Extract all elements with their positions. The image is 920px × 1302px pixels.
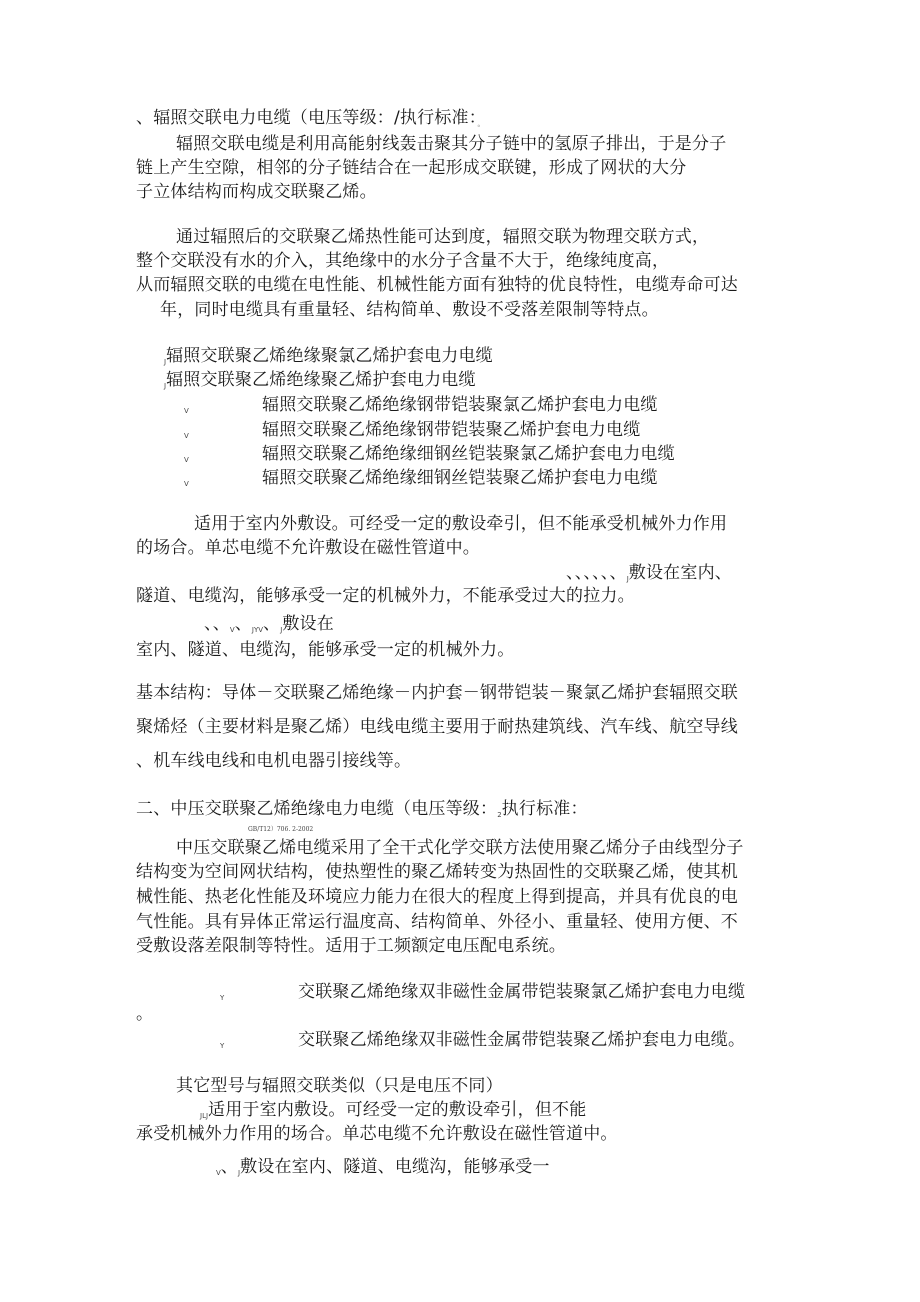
others-note: 其它型号与辐照交联类似（只是电压不同） xyxy=(176,1076,503,1096)
properties-line-2: 整个交联没有水的介入，其绝缘中的水分子含量不大于，绝缘纯度高， xyxy=(136,251,670,271)
structure-line-3: 、机车线电线和电机电器引接线等。 xyxy=(136,751,412,771)
usage-3-mark-1: V xyxy=(229,626,235,634)
section-2-intro-line-5: 受敷设落差限制等特性。适用于工频额定电压配电系统。 xyxy=(136,936,566,956)
model-item-6 xyxy=(184,466,189,496)
properties-line-3: 从而辐照交联的电缆在电性能、机械性能方面有独特的优良特性，电缆寿命可达 xyxy=(136,275,738,295)
section-1-intro-line-3: 子立体结构而构成交联聚乙烯。 xyxy=(136,182,377,202)
section-2-title xyxy=(136,797,588,827)
usage-3-sep: 、 xyxy=(234,614,252,634)
section-2-intro-line-2: 结构变为空间网状结构，使热塑性的聚乙烯转变为热固性的交联聚乙烯，使其机 xyxy=(136,862,738,882)
model-mark: V xyxy=(184,432,189,440)
usage-2-mark: J xyxy=(626,575,629,583)
usage-2-sep: 、 xyxy=(220,1157,238,1177)
usage-2-tail: 敷设在室内、 xyxy=(628,563,732,583)
section-1-intro-line-1: 辐照交联电缆是利用高能射线轰击聚其分子链中的氢原子排出，于是分子 xyxy=(176,134,727,154)
model-item-6-text: 辐照交联聚乙烯绝缘细钢丝铠装聚乙烯护套电力电缆 xyxy=(262,468,658,488)
usage-line-2: 的场合。单芯电缆不允许敷设在磁性管道中。 xyxy=(136,538,480,558)
model-mark: V xyxy=(184,480,189,488)
s2-model-item-1-cont: 。 xyxy=(136,1004,154,1024)
model-item-5-text: 辐照交联聚乙烯绝缘细钢丝铠装聚氯乙烯护套电力电缆 xyxy=(262,444,675,464)
usage-mark: JLJ xyxy=(200,1112,209,1120)
structure-line-1: 基本结构：导体－交联聚乙烯绝缘－内护套－钢带铠装－聚氯乙烯护套辐照交联 xyxy=(136,683,738,703)
section-2-title-mark: 2 xyxy=(497,811,502,819)
model-text: 辐照交联聚乙烯绝缘聚氯乙烯护套电力电缆 xyxy=(166,346,493,366)
section-2-title-prefix: 二、中压交联聚乙烯绝缘电力电缆（电压等级： xyxy=(136,799,498,819)
usage-text: 适用于室内敷设。可经受一定的敷设牵引，但不能 xyxy=(208,1100,587,1120)
section-1-title-text: 、辐照交联电力电缆（电压等级：/执行标准： xyxy=(136,108,478,128)
section-2-intro-line-3: 械性能、热老化性能及环境应力能力在很大的程度上得到提高，并具有优良的电 xyxy=(136,887,738,907)
model-mark: V xyxy=(184,407,189,415)
standard-note: GB/T12）706. 2-2002 xyxy=(248,826,314,833)
model-mark: J xyxy=(164,358,167,366)
usage-3-line-2: 室内、隧道、电缆沟，能够承受一定的机械外力。 xyxy=(136,640,515,660)
s2-usage-2-line-1 xyxy=(216,1155,550,1185)
model-mark: J xyxy=(164,382,167,390)
section-2-intro-line-4: 气性能。具有异体正常运行温度高、结构简单、外径小、重量轻、使用方便、不 xyxy=(136,912,738,932)
usage-2-mark-1: V xyxy=(216,1169,221,1177)
s2-model-item-2-text: 交联聚乙烯绝缘双非磁性金属带铠装聚乙烯护套电力电缆。 xyxy=(298,1030,746,1050)
usage-3-sep-2: 、 xyxy=(263,614,281,634)
usage-2-prefix: 、、、、、、 xyxy=(566,563,627,583)
usage-3-mark-2: JYV xyxy=(251,626,264,634)
properties-line-4: 年，同时电缆具有重量轻、结构简单、敷设不受落差限制等特点。 xyxy=(160,300,659,320)
usage-2-text: 敷设在室内、隧道、电缆沟，能够承受一 xyxy=(240,1157,550,1177)
section-2-intro-line-1: 中压交联聚乙烯电缆采用了全干式化学交联方法使用聚乙烯分子由线型分子 xyxy=(176,838,744,858)
model-item-4-text: 辐照交联聚乙烯绝缘钢带铠装聚乙烯护套电力电缆 xyxy=(262,420,641,440)
model-mark: Y xyxy=(220,994,225,1002)
usage-3-mark-3: J xyxy=(280,626,283,634)
usage-line-1: 适用于室内外敷设。可经受一定的敷设牵引，但不能承受机械外力作用 xyxy=(194,514,728,534)
title-mark: 。 xyxy=(477,120,485,128)
usage-2-line-2: 隧道、电缆沟，能够承受一定的机械外力，不能承受过大的拉力。 xyxy=(136,586,635,606)
structure-line-2: 聚烯烃（主要材料是聚乙烯）电线电缆主要用于耐热建筑线、汽车线、航空导线 xyxy=(136,717,738,737)
usage-3-tail: 敷设在 xyxy=(282,614,334,634)
s2-model-item-2 xyxy=(220,1028,224,1058)
model-item-3-text: 辐照交联聚乙烯绝缘钢带铠装聚氯乙烯护套电力电缆 xyxy=(262,395,658,415)
properties-line-1: 通过辐照后的交联聚乙烯热性能可达到度，辐照交联为物理交联方式， xyxy=(176,227,710,247)
s2-usage-line-2: 承受机械外力作用的场合。单芯电缆不允许敷设在磁性管道中。 xyxy=(136,1124,618,1144)
model-mark: Y xyxy=(220,1042,225,1050)
model-mark: V xyxy=(184,456,189,464)
section-1-intro-line-2: 链上产生空隙，相邻的分子链结合在一起形成交联键，形成了网状的大分 xyxy=(136,158,687,178)
model-text: 辐照交联聚乙烯绝缘聚乙烯护套电力电缆 xyxy=(166,370,476,390)
s2-model-item-1 xyxy=(220,980,224,1010)
usage-3-prefix: 、、 xyxy=(204,614,230,634)
section-2-title-suffix: 执行标准： xyxy=(501,799,588,819)
s2-model-item-1-text: 交联聚乙烯绝缘双非磁性金属带铠装聚氯乙烯护套电力电缆 xyxy=(298,982,746,1002)
usage-2-mark-2: J xyxy=(238,1169,241,1177)
